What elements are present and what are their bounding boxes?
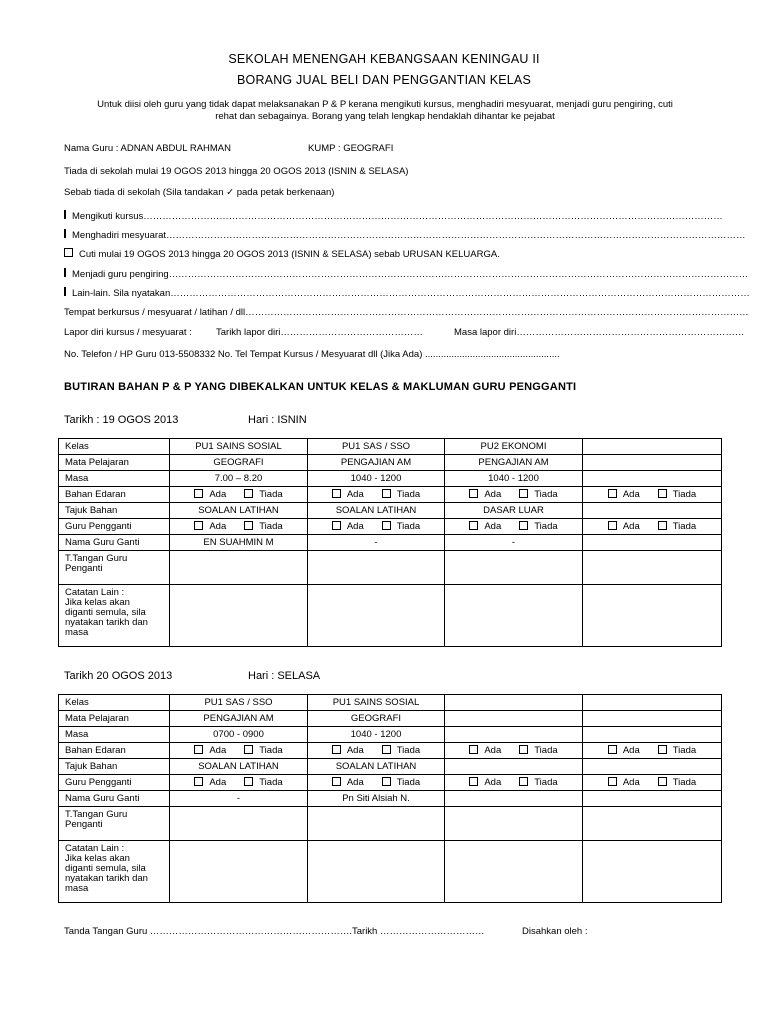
row-label: Kelas <box>59 439 170 455</box>
checkbox[interactable] <box>658 777 667 786</box>
label-line: Jika kelas akan <box>65 853 130 864</box>
checkbox[interactable] <box>194 745 203 754</box>
ada-label: Ada <box>622 521 640 532</box>
label-line: diganti semula, sila <box>65 863 146 874</box>
tiada-label: Tiada <box>534 777 558 788</box>
reason-label: Lain-lain. Sila nyatakan <box>72 288 171 299</box>
ada-label: Ada <box>346 745 364 756</box>
table-cell[interactable]: DASAR LUAR <box>445 503 583 519</box>
tiada-label: Tiada <box>396 777 421 788</box>
notes-cell[interactable] <box>170 585 308 647</box>
ada-label: Ada <box>346 489 364 500</box>
day2-day: Hari : SELASA <box>248 670 321 682</box>
label-line: nyatakan tarikh dan <box>65 617 148 628</box>
reason-prompt: Sebab tiada di sekolah (Sila tandakan ✓ pada petak berkenaan) <box>64 187 335 198</box>
table-cell[interactable]: SOALAN LATIHAN <box>170 503 308 519</box>
notes-cell[interactable] <box>583 841 722 903</box>
table-cell[interactable] <box>583 791 722 807</box>
tiada-label: Tiada <box>534 521 558 532</box>
dotted-line: ………………………………………………………………………………………………………………………………………………………………… <box>170 288 750 299</box>
reason-item <box>64 210 723 222</box>
ada-label: Ada <box>622 489 640 500</box>
tempat-field <box>64 307 749 318</box>
table-row <box>59 711 722 727</box>
label-line: T.Tangan Guru <box>65 553 128 564</box>
reason-label: Menghadiri mesyuarat <box>72 230 166 241</box>
notes-cell[interactable] <box>170 841 308 903</box>
table-cell[interactable]: PU1 SAS / SSO <box>170 695 308 711</box>
label-line: Penganti <box>65 563 103 574</box>
ada-tiada-cell <box>445 487 583 503</box>
checkbox[interactable] <box>244 777 253 786</box>
table-cell[interactable] <box>583 439 722 455</box>
ada-tiada-cell <box>583 743 722 759</box>
tiada-label: Tiada <box>672 745 697 756</box>
signature-cell[interactable] <box>170 807 308 841</box>
date-field[interactable]: Tarikh …………………………… <box>352 926 485 937</box>
dotted-line: ………………………………………………………………………………………………………………………………………………………………… <box>166 230 746 241</box>
tempat-label: Tempat berkursus / mesyuarat / latihan / dll <box>64 307 246 318</box>
table-cell[interactable] <box>445 759 583 775</box>
tiada-label: Tiada <box>672 521 697 532</box>
label-line: Jika kelas akan <box>65 597 130 608</box>
label-line: masa <box>65 627 89 638</box>
table-cell[interactable]: 1040 - 1200 <box>308 727 445 743</box>
table-cell[interactable] <box>583 759 722 775</box>
notes-cell[interactable] <box>583 585 722 647</box>
table-cell[interactable] <box>583 471 722 487</box>
label-line: Catatan Lain : <box>65 587 125 598</box>
ada-label: Ada <box>622 777 640 788</box>
checkbox[interactable] <box>194 521 203 530</box>
ada-tiada-cell <box>308 487 445 503</box>
table-row <box>59 503 722 519</box>
intro-text <box>60 99 710 122</box>
tiada-label: Tiada <box>672 777 697 788</box>
checkbox[interactable] <box>519 489 528 498</box>
label-line: masa <box>65 883 89 894</box>
checkbox[interactable] <box>64 229 66 238</box>
checkbox[interactable] <box>332 745 341 754</box>
intro-line-2: rehat dan sebagainya. Borang yang telah lengkap hendaklah dihantar ke pejabat <box>215 110 555 122</box>
ada-label: Ada <box>622 745 640 756</box>
row-label: Guru Pengganti <box>59 519 170 535</box>
table-row <box>59 807 722 841</box>
checkbox[interactable] <box>64 248 73 257</box>
row-label <box>59 807 170 841</box>
table-cell[interactable]: PU1 SAINS SOSIAL <box>170 439 308 455</box>
ada-label: Ada <box>209 521 227 532</box>
day2-date: Tarikh 20 OGOS 2013 <box>64 670 173 682</box>
tiada-label: Tiada <box>672 489 697 500</box>
table-cell[interactable] <box>445 711 583 727</box>
ada-label: Ada <box>209 489 227 500</box>
form-title: BORANG JUAL BELI DAN PENGGANTIAN KELAS <box>236 73 532 87</box>
table-cell[interactable]: - <box>170 791 308 807</box>
reason-item <box>64 287 750 299</box>
table-row <box>59 519 722 535</box>
table-cell[interactable]: PENGAJIAN AM <box>445 455 583 471</box>
checkbox[interactable] <box>382 745 391 754</box>
signature-cell[interactable] <box>445 551 583 585</box>
absence-period: Tiada di sekolah mulai 19 OGOS 2013 hingga 20 OGOS 2013 (ISNIN & SELASA) <box>64 166 409 177</box>
table-cell[interactable]: SOALAN LATIHAN <box>308 759 445 775</box>
checkbox[interactable] <box>608 777 617 786</box>
row-label <box>59 551 170 585</box>
row-label <box>59 841 170 903</box>
table-cell[interactable]: GEOGRAFI <box>308 711 445 727</box>
table-cell[interactable]: SOALAN LATIHAN <box>170 759 308 775</box>
ada-tiada-cell <box>445 743 583 759</box>
checkbox[interactable] <box>519 745 528 754</box>
masa-lapor-label: Masa lapor diri <box>454 327 517 338</box>
checkbox[interactable] <box>64 210 66 219</box>
table-row <box>59 487 722 503</box>
table-cell[interactable]: PENGAJIAN AM <box>170 711 308 727</box>
checkbox[interactable] <box>519 777 528 786</box>
table-cell[interactable] <box>583 455 722 471</box>
row-label: Bahan Edaran <box>59 487 170 503</box>
table-cell[interactable]: PU2 EKONOMI <box>445 439 583 455</box>
intro-line-1: Untuk diisi oleh guru yang tidak dapat melaksanakan P & P kerana mengikuti kursus, menghadiri mesyuarat, menjadi guru pengiring, cuti <box>97 99 673 110</box>
kump-field: KUMP : GEOGRAFI <box>308 143 394 154</box>
tiada-label: Tiada <box>396 745 421 756</box>
ada-label: Ada <box>209 745 227 756</box>
table-row <box>59 841 722 903</box>
label-line: diganti semula, sila <box>65 607 146 618</box>
checkbox[interactable] <box>382 521 391 530</box>
table-cell[interactable]: 1040 - 1200 <box>445 471 583 487</box>
ada-label: Ada <box>484 777 502 788</box>
ada-tiada-cell <box>583 519 722 535</box>
checkbox[interactable] <box>332 777 341 786</box>
table-row <box>59 535 722 551</box>
section-heading: BUTIRAN BAHAN P & P YANG DIBEKALKAN UNTUK KELAS & MAKLUMAN GURU PENGGANTI <box>64 381 577 393</box>
table-cell[interactable]: 7.00 – 8.20 <box>170 471 308 487</box>
signature-cell[interactable] <box>308 551 445 585</box>
ada-tiada-cell <box>170 775 308 791</box>
notes-cell[interactable] <box>445 841 583 903</box>
signature-field[interactable]: Tanda Tangan Guru ………………………………………………………. <box>64 926 353 937</box>
table-cell[interactable]: 1040 - 1200 <box>308 471 445 487</box>
checkbox[interactable] <box>244 489 253 498</box>
table-row <box>59 695 722 711</box>
row-label: Nama Guru Ganti <box>59 791 170 807</box>
teacher-name: Nama Guru : ADNAN ABDUL RAHMAN <box>64 143 231 154</box>
row-label <box>59 585 170 647</box>
signature-cell[interactable] <box>308 807 445 841</box>
row-label: Tajuk Bahan <box>59 759 170 775</box>
checkbox[interactable] <box>658 745 667 754</box>
signature-cell[interactable] <box>170 551 308 585</box>
checkbox[interactable] <box>519 521 528 530</box>
table-row <box>59 791 722 807</box>
notes-cell[interactable] <box>308 585 445 647</box>
row-label: Mata Pelajaran <box>59 711 170 727</box>
table-row <box>59 775 722 791</box>
row-label: Tajuk Bahan <box>59 503 170 519</box>
day1-table <box>58 438 722 647</box>
approved-by-label: Disahkan oleh : <box>522 926 588 937</box>
checkbox[interactable] <box>332 521 341 530</box>
masa-lapor-field <box>454 327 745 338</box>
ada-tiada-cell <box>170 519 308 535</box>
notes-cell[interactable] <box>308 841 445 903</box>
table-row <box>59 727 722 743</box>
table-cell[interactable] <box>445 727 583 743</box>
table-row <box>59 455 722 471</box>
signature-cell[interactable] <box>583 807 722 841</box>
notes-cell[interactable] <box>445 585 583 647</box>
tiada-label: Tiada <box>534 745 558 756</box>
tarikh-lapor-field <box>216 327 446 338</box>
ada-tiada-cell <box>170 487 308 503</box>
table-row <box>59 585 722 647</box>
ada-tiada-cell <box>445 775 583 791</box>
day2-table <box>58 694 722 903</box>
checkbox[interactable] <box>469 777 478 786</box>
checkbox[interactable] <box>608 521 617 530</box>
table-cell[interactable]: EN SUAHMIN M <box>170 535 308 551</box>
reason-label: Menjadi guru pengiring <box>72 269 169 280</box>
checkbox[interactable] <box>332 489 341 498</box>
checkbox[interactable] <box>244 745 253 754</box>
checkbox[interactable] <box>382 777 391 786</box>
checkbox[interactable] <box>64 287 66 296</box>
table-row <box>59 759 722 775</box>
label-line: T.Tangan Guru <box>65 809 128 820</box>
tiada-label: Tiada <box>259 521 283 532</box>
tiada-label: Tiada <box>259 489 283 500</box>
reason-label: Cuti mulai 19 OGOS 2013 hingga 20 OGOS 2013 (ISNIN & SELASA) sebab URUSAN KELUARGA. <box>79 249 500 260</box>
table-row <box>59 471 722 487</box>
row-label: Kelas <box>59 695 170 711</box>
reason-item <box>64 248 720 260</box>
checkbox[interactable] <box>608 745 617 754</box>
row-label: Nama Guru Ganti <box>59 535 170 551</box>
table-cell[interactable] <box>445 791 583 807</box>
table-cell[interactable] <box>445 695 583 711</box>
checkbox[interactable] <box>64 268 66 277</box>
dotted-line: …………………………………………………………………………………………………………………………………………… <box>245 307 749 318</box>
ada-label: Ada <box>484 745 502 756</box>
table-cell[interactable]: 0700 - 0900 <box>170 727 308 743</box>
table-cell[interactable]: - <box>445 535 583 551</box>
checkbox[interactable] <box>608 489 617 498</box>
ada-tiada-cell <box>583 775 722 791</box>
checkbox[interactable] <box>658 521 667 530</box>
reason-item <box>64 268 749 280</box>
table-cell[interactable]: SOALAN LATIHAN <box>308 503 445 519</box>
day1-date: Tarikh : 19 OGOS 2013 <box>64 414 179 426</box>
school-title: SEKOLAH MENENGAH KEBANGSAAN KENINGAU II <box>228 52 540 66</box>
table-cell[interactable]: - <box>308 535 445 551</box>
table-cell[interactable] <box>583 535 722 551</box>
dotted-line: ……………………………………… <box>280 327 423 338</box>
ada-tiada-cell <box>445 519 583 535</box>
checkbox[interactable] <box>194 777 203 786</box>
tiada-label: Tiada <box>534 489 558 500</box>
table-cell[interactable]: PENGAJIAN AM <box>308 455 445 471</box>
tiada-label: Tiada <box>396 521 421 532</box>
table-cell[interactable] <box>583 727 722 743</box>
ada-tiada-cell <box>308 519 445 535</box>
checkbox[interactable] <box>469 521 478 530</box>
dotted-line: ……………………………………………………………… <box>516 327 745 338</box>
checkbox[interactable] <box>382 489 391 498</box>
table-cell[interactable]: PU1 SAINS SOSIAL <box>308 695 445 711</box>
ada-label: Ada <box>484 521 502 532</box>
signature-cell[interactable] <box>445 807 583 841</box>
table-cell[interactable]: GEOGRAFI <box>170 455 308 471</box>
table-row <box>59 743 722 759</box>
table-cell[interactable]: Pn Siti Alsiah N. <box>308 791 445 807</box>
ada-tiada-cell <box>308 743 445 759</box>
ada-label: Ada <box>346 521 364 532</box>
checkbox[interactable] <box>658 489 667 498</box>
checkbox[interactable] <box>244 521 253 530</box>
reason-label: Mengikuti kursus <box>72 211 144 222</box>
row-label: Guru Pengganti <box>59 775 170 791</box>
ada-tiada-cell <box>583 487 722 503</box>
ada-tiada-cell <box>308 775 445 791</box>
dotted-line: ………………………………………………………………………………………………………………………………………………………………… <box>168 269 749 280</box>
dotted-line: ………………………………………………………………………………………………………………………………………………………………… <box>143 211 723 222</box>
phone-line: No. Telefon / HP Guru 013-5508332 No. Tel Tempat Kursus / Mesyuarat dll (Jika Ada) ................................................... <box>64 349 560 360</box>
table-cell[interactable]: PU1 SAS / SSO <box>308 439 445 455</box>
table-cell[interactable] <box>583 503 722 519</box>
table-cell[interactable] <box>583 711 722 727</box>
table-row <box>59 439 722 455</box>
ada-label: Ada <box>209 777 227 788</box>
ada-label: Ada <box>484 489 502 500</box>
row-label: Bahan Edaran <box>59 743 170 759</box>
ada-label: Ada <box>346 777 364 788</box>
tiada-label: Tiada <box>396 489 421 500</box>
day1-day: Hari : ISNIN <box>248 414 307 426</box>
tiada-label: Tiada <box>259 777 283 788</box>
label-line: Penganti <box>65 819 103 830</box>
checkbox[interactable] <box>469 489 478 498</box>
label-line: Catatan Lain : <box>65 843 125 854</box>
reason-item <box>64 229 746 241</box>
tiada-label: Tiada <box>259 745 283 756</box>
row-label: Masa <box>59 727 170 743</box>
label-line: nyatakan tarikh dan <box>65 873 148 884</box>
tarikh-lapor-label: Tarikh lapor diri <box>216 327 281 338</box>
row-label: Mata Pelajaran <box>59 455 170 471</box>
lapor-label: Lapor diri kursus / mesyuarat : <box>64 327 192 338</box>
table-cell[interactable] <box>583 695 722 711</box>
ada-tiada-cell <box>170 743 308 759</box>
table-row <box>59 551 722 585</box>
row-label: Masa <box>59 471 170 487</box>
checkbox[interactable] <box>469 745 478 754</box>
signature-cell[interactable] <box>583 551 722 585</box>
checkbox[interactable] <box>194 489 203 498</box>
